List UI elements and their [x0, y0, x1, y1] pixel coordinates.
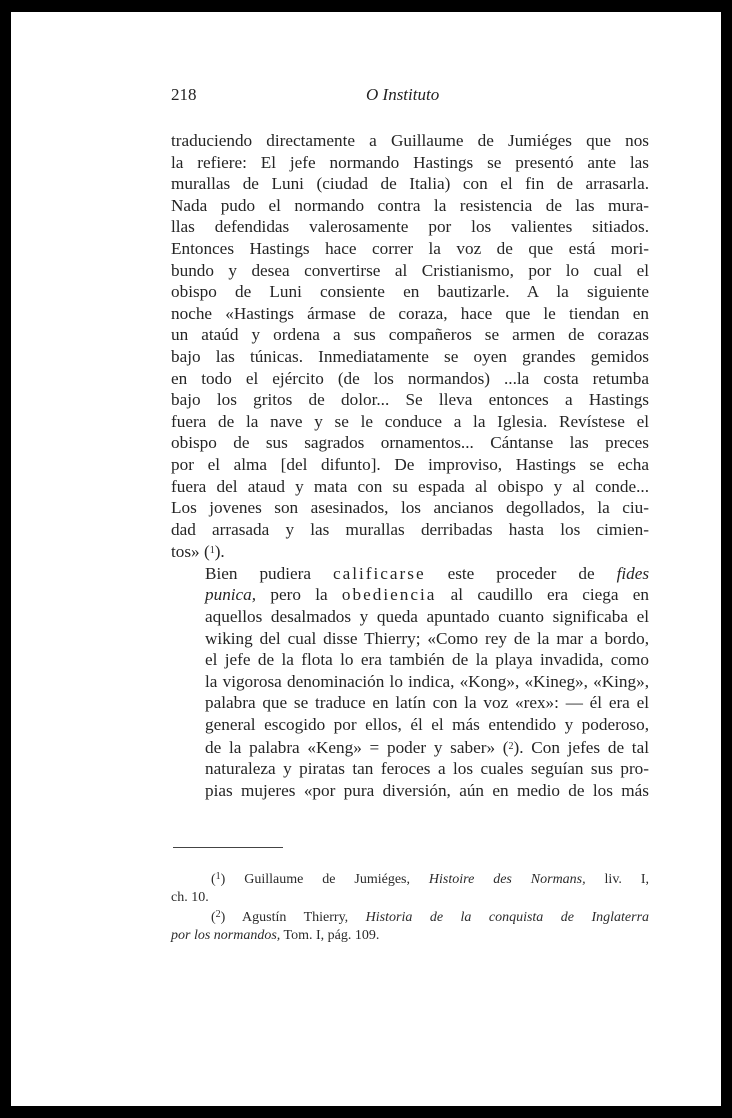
text-line: bundo y desea convertirse al Cristianismo, por lo cual el [171, 260, 649, 280]
text-line [171, 563, 649, 585]
text-line: palabra que se traduce en latín con la voz «rex»: — él era el [205, 693, 649, 713]
text-line [171, 584, 649, 606]
footnote-1 [171, 868, 649, 906]
text-line: el jefe de la flota lo era también de la playa invadida, como [205, 650, 649, 670]
text-line: de la palabra «Keng» = poder y saber» ($^2$). Con jefes de tal [205, 737, 649, 757]
text-line: en todo el ejército (de los normandos) ...la costa retumba [171, 368, 649, 388]
footnote-text: Tom. I, pág. 109. [283, 927, 380, 943]
footnote-marker: 2 [215, 909, 221, 920]
text-fragment: Bien pudiera [205, 563, 311, 583]
text-line: noche «Hastings ármase de coraza, hace que le tiendan en [171, 303, 649, 323]
footnote-ref-2: 2 [508, 740, 514, 752]
text-line: naturaleza y piratas tan feroces a los cuales seguían sus pro- [205, 759, 649, 779]
text-fragment: de la palabra «Keng» = poder y saber» [205, 737, 496, 757]
text-line: dad arrasada y las murallas derribadas hasta los cimien- [171, 519, 649, 539]
text-line: fuera del ataud y mata con su espada al obispo y al conde... [171, 476, 649, 496]
text-line: la vigorosa denominación lo indica, «Kong», «Kineg», «King», [205, 671, 649, 691]
footnote-line: ch. 10. [171, 889, 209, 905]
text-line: wiking del cual disse Thierry; «Como rey de la mar a bordo, [205, 628, 649, 648]
page-header [171, 85, 651, 109]
text-line: obispo de Luni consiente en bautizarle. A la siguiente [171, 282, 649, 302]
footnote-line [171, 927, 649, 945]
running-title: O Instituto [366, 85, 440, 104]
text-fragment: este proceder de [447, 563, 595, 583]
body-text [171, 130, 649, 801]
footnote-line: ($^1$) Guillaume de Jumiéges, Histoire des Normans, liv. I, [211, 871, 649, 887]
text-line: Los jovenes son asesinados, los ancianos degollados, la ciu- [171, 498, 649, 518]
text-line: por el alma [del difunto]. De improviso, Hastings se echa [171, 454, 649, 474]
book-page [11, 12, 721, 1106]
paragraph-1 [171, 130, 649, 563]
text-line: llas defendidas valerosamente por los valientes sitiados. [171, 217, 649, 237]
latin-phrase: punica, [205, 585, 257, 605]
footnote-ref-1: 1 [209, 545, 215, 557]
footnote-title: por los normandos, [171, 927, 281, 943]
page-number: 218 [171, 85, 197, 104]
text-fragment: pero la [270, 585, 328, 605]
text-line: la refiere: El jefe normando Hastings se presentó ante las [171, 152, 649, 172]
text-fragment: al caudillo era ciega en [450, 585, 650, 605]
text-line-last: tos» ($^1$). [171, 542, 225, 562]
text-fragment: . Con jefes de tal [519, 737, 649, 757]
text-line: bajo las túnicas. Inmediatamente se oyen grandes gemidos [171, 346, 649, 366]
footnote-divider [173, 847, 283, 848]
text-line: fuera de la nave y se le conduce a la Iglesia. Revístese el [171, 411, 649, 431]
latin-phrase: fides [616, 563, 650, 583]
footnote-text: Agustín Thierry, [242, 910, 349, 925]
text-line: bajo los gritos de dolor... Se lleva entonces a Hastings [171, 390, 649, 410]
footnote-text: Guillaume de Jumiéges, [244, 872, 410, 887]
footnote-marker: 1 [215, 871, 221, 882]
text-line: general escogido por ellos, él el más entendido y poderoso, [205, 715, 649, 735]
text-line: traduciendo directamente a Guillaume de Jumiéges que nos [171, 131, 649, 150]
text-line: Entonces Hastings hace correr la voz de que está mori- [171, 238, 649, 258]
footnote-2 [171, 906, 649, 944]
emphasis-text: calificarse [332, 563, 426, 583]
text-line: pias mujeres «por pura diversión, aún en medio de los más [205, 780, 649, 800]
text-line: obispo de sus sagrados ornamentos... Cántanse las preces [171, 433, 649, 453]
text-fragment: tos» [171, 542, 200, 562]
footnote-title: Historia de la conquista de Inglaterra [365, 910, 650, 925]
text-line: aquellos desalmados y queda apuntado cuanto significaba el [205, 607, 649, 627]
emphasis-text: obediencia [341, 585, 437, 605]
footnotes [171, 868, 649, 944]
text-line: murallas de Luni (ciudad de Italia) con el fin de arrasarla. [171, 174, 649, 194]
footnote-line: ($^2$) Agustín Thierry, Historia de la conquista de Inglaterra [211, 909, 650, 925]
paragraph-2 [171, 563, 649, 802]
text-line: Nada pudo el normando contra la resistencia de las mura- [171, 195, 649, 215]
text-line: un ataúd y ordena a sus compañeros se armen de corazas [171, 325, 649, 345]
footnote-text: liv. I, [604, 872, 649, 887]
footnote-title: Histoire des Normans, [428, 872, 586, 887]
